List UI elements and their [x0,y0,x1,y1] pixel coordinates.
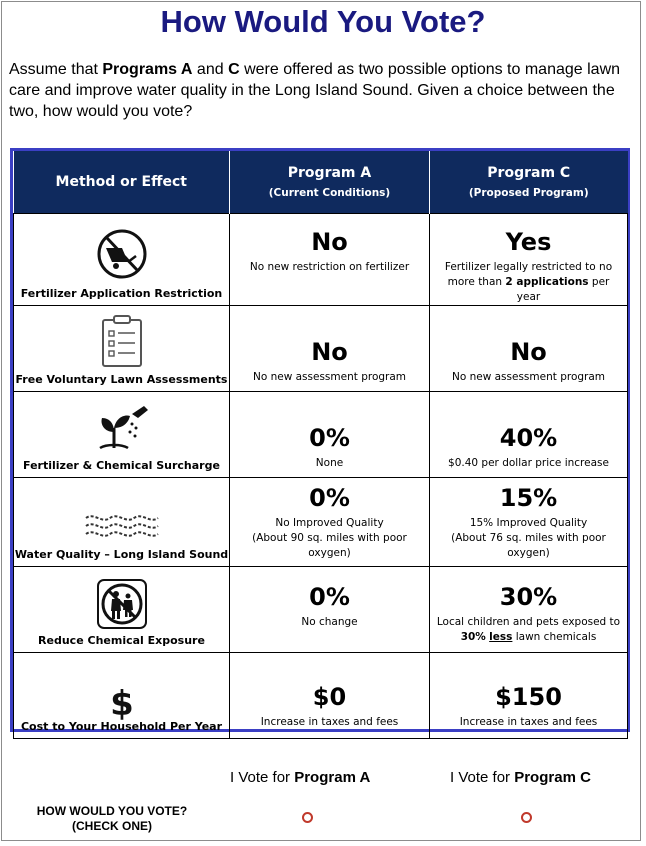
row-method-cell [14,392,230,478]
table-row [14,392,628,478]
program-a-cell: 0% None [230,392,430,478]
program-a-cell: $0 Increase in taxes and fees [230,653,430,739]
program-c-cell: 40% $0.40 per dollar price increase [430,392,628,478]
vote-question: HOW WOULD YOU VOTE? (CHECK ONE) [36,804,188,833]
table-row [14,567,628,653]
plant-seeding-icon [92,402,152,454]
row-method-cell [14,567,230,653]
method-label: Reduce Chemical Exposure [38,634,205,647]
program-a-cell: No No new assessment program [230,306,430,392]
program-a-cell: 0% No change [230,567,430,653]
row-method-cell [14,653,230,739]
row-method-cell [14,478,230,567]
program-a-cell: 0% No Improved Quality (About 90 sq. miles with poor oxygen) [230,478,430,567]
program-c-cell: 30% Local children and pets exposed to 30% less lawn chemicals [430,567,628,653]
row-method-cell [14,306,230,392]
method-label: Free Voluntary Lawn Assessments [15,373,228,386]
table-header-row [14,151,628,214]
program-a-cell: No No new restriction on fertilizer [230,214,430,306]
page-title: How Would You Vote? [160,4,486,39]
comparison-table [10,148,630,732]
table-row [14,214,628,306]
header-program-c: Program C (Proposed Program) [430,151,628,214]
dollar-sign-icon [105,681,139,721]
svg-text:$: $ [109,684,134,721]
program-c-cell: Yes Fertilizer legally restricted to no more than 2 applications per year [430,214,628,306]
vote-program-c-radio[interactable] [521,812,532,823]
method-label: Water Quality – Long Island Sound [14,548,229,561]
clipboard-checklist-icon [100,314,144,368]
no-children-pets-icon [97,579,147,629]
method-label: Fertilizer Application Restriction [20,287,223,300]
intro-paragraph: Assume that Programs A and C were offered as two possible options to manage lawn care and improve water quality in the Long Island Sound. Given a choice between the two, how would you vote? [9,61,621,120]
method-label: Cost to Your Household Per Year [20,720,222,733]
vote-program-a-label: I Vote for Program A [230,769,371,786]
table-row [14,478,628,567]
water-waves-icon [84,510,160,540]
program-c-cell: 15% 15% Improved Quality (About 76 sq. miles with poor oxygen) [430,478,628,567]
vote-program-a-radio[interactable] [302,812,313,823]
table-row [14,653,628,739]
method-label: Fertilizer & Chemical Surcharge [23,459,220,472]
program-c-cell: No No new assessment program [430,306,628,392]
header-program-a: Program A (Current Conditions) [230,151,430,214]
header-method: Method or Effect [14,151,230,214]
vote-program-c-label: I Vote for Program C [450,769,591,786]
row-method-cell [14,214,230,306]
program-c-cell: $150 Increase in taxes and fees [430,653,628,739]
no-fertilizer-spreader-icon [94,226,150,282]
table-row [14,306,628,392]
